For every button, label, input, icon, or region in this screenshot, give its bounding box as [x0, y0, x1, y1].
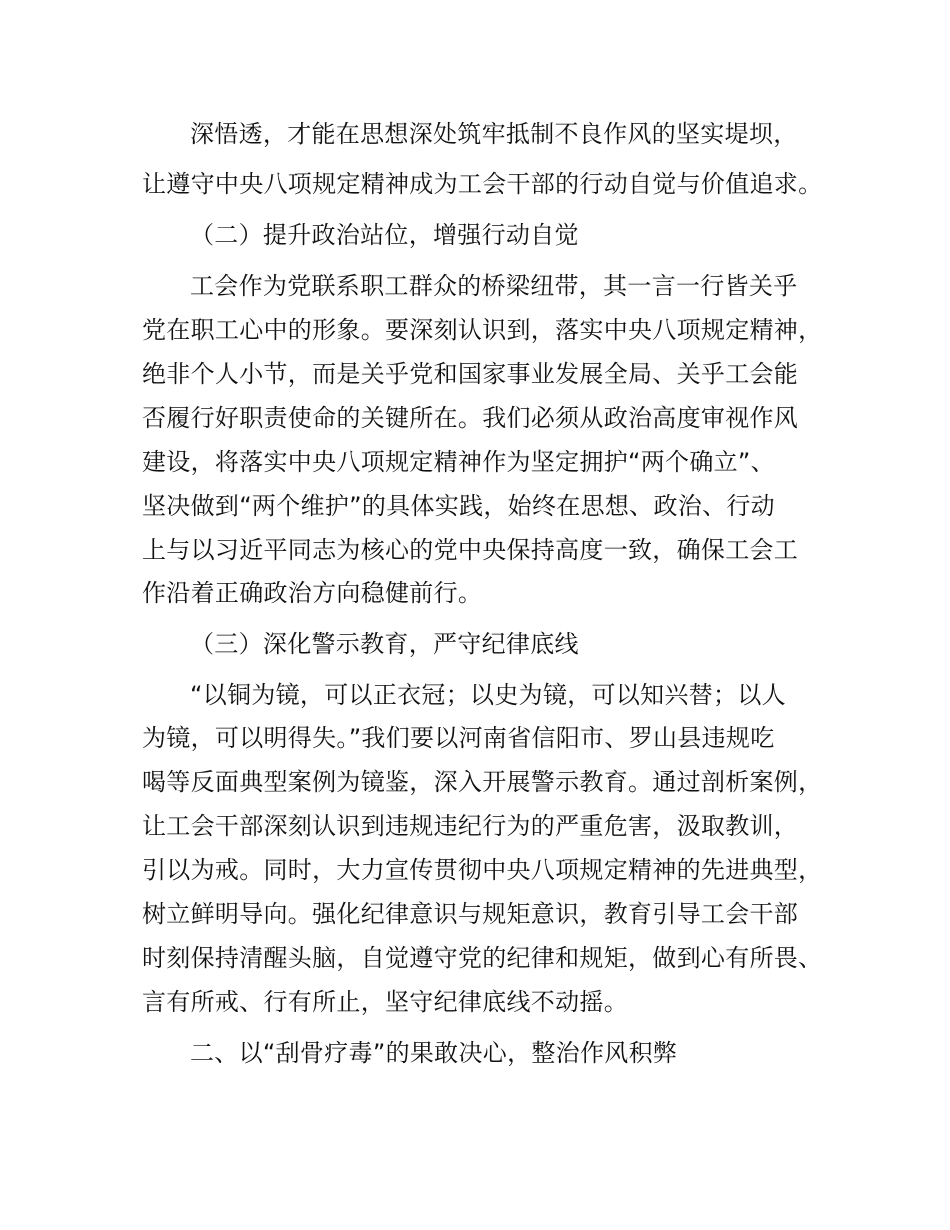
paragraph-line: 作沿着正确政治方向稳健前行。: [142, 579, 483, 607]
chapter-heading: 二、以“刮骨疗毒”的果敢决心，整治作风积弊: [190, 1039, 678, 1067]
paragraph-line: 引以为戒。同时，大力宣传贯彻中央八项规定精神的先进典型，: [142, 856, 823, 884]
paragraph-line: 言有所戒、行有所止，坚守纪律底线不动摇。: [142, 988, 628, 1016]
paragraph-line: 喝等反面典型案例为镜鉴，深入开展警示教育。通过剖析案例，: [142, 768, 823, 796]
section-heading: （三）深化警示教育，严守纪律底线: [190, 630, 579, 658]
paragraph-line: 深悟透，才能在思想深处筑牢抵制不良作风的坚实堤坝，: [190, 120, 798, 148]
paragraph-line: 党在职工心中的形象。要深刻认识到，落实中央八项规定精神，: [142, 316, 823, 344]
paragraph-line: “以铜为镜，可以正衣冠；以史为镜，可以知兴替；以人: [190, 681, 786, 709]
paragraph-line: 坚决做到“两个维护”的具体实践，始终在思想、政治、行动: [142, 492, 775, 520]
paragraph-line: 让遵守中央八项规定精神成为工会干部的行动自觉与价值追求。: [142, 170, 823, 198]
paragraph-line: 建设，将落实中央八项规定精神作为坚定拥护“两个确立”、: [142, 448, 775, 476]
paragraph-line: 为镜，可以明得失。”我们要以河南省信阳市、罗山县违规吃: [142, 724, 775, 752]
paragraph-line: 时刻保持清醒头脑，自觉遵守党的纪律和规矩，做到心有所畏、: [142, 944, 823, 972]
section-heading: （二）提升政治站位，增强行动自觉: [190, 221, 579, 249]
paragraph-line: 让工会干部深刻认识到违规违纪行为的严重危害，汲取教训，: [142, 812, 799, 840]
paragraph-line: 上与以习近平同志为核心的党中央保持高度一致，确保工会工: [142, 536, 799, 564]
paragraph-line: 树立鲜明导向。强化纪律意识与规矩意识，教育引导工会干部: [142, 900, 799, 928]
paragraph-line: 绝非个人小节，而是关乎党和国家事业发展全局、关乎工会能: [142, 360, 799, 388]
paragraph-line: 工会作为党联系职工群众的桥梁纽带，其一言一行皆关乎: [190, 272, 798, 300]
paragraph-line: 否履行好职责使命的关键所在。我们必须从政治高度审视作风: [142, 404, 799, 432]
